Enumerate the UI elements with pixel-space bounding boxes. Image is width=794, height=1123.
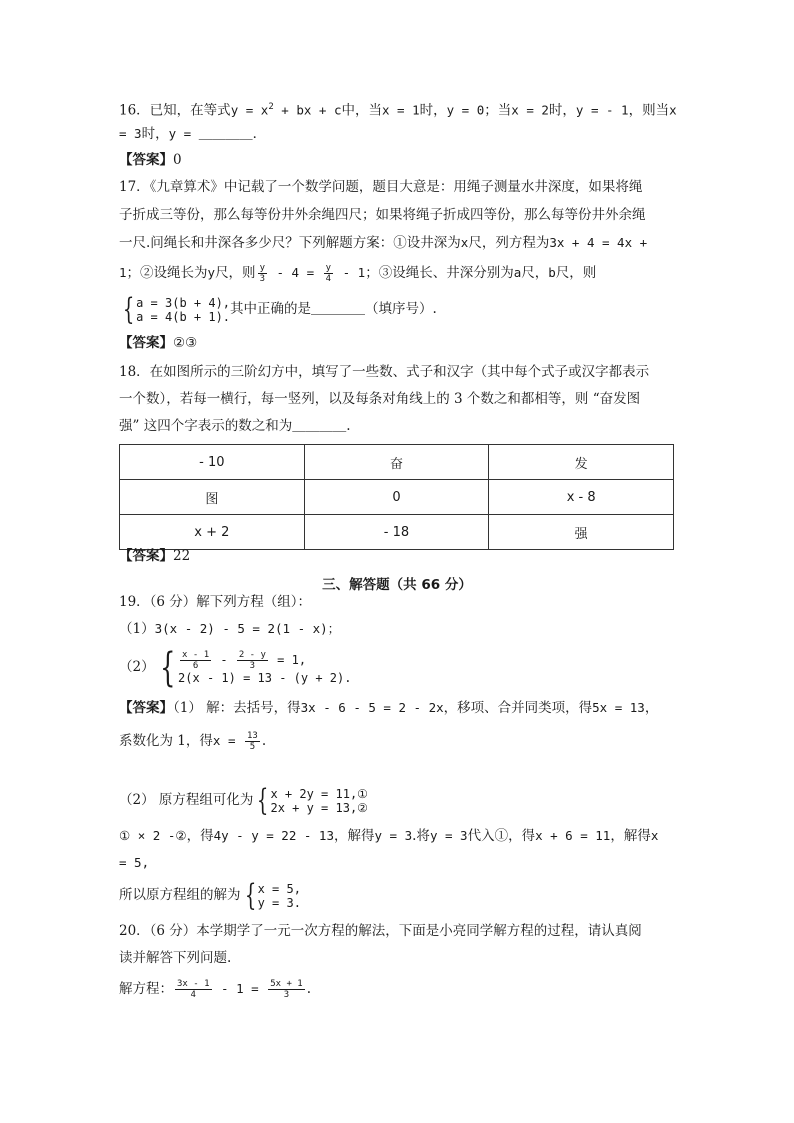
q19-answer-part2-line4: 所以原方程组的解为 { x = 5, y = 3. — [119, 877, 301, 913]
magic-square-table — [119, 444, 674, 550]
q19-part1: （1）3(x - 2) - 5 = 2(1 - x)； — [119, 621, 341, 637]
q20-line1: 20．（6 分）本学期学了一元一次方程的解法，下面是小亮同学解方程的过程，请认真阅 — [119, 923, 642, 939]
q18-line1: 18．在如图所示的三阶幻方中，填写了一些数、式子和汉字（其中每个式子或汉字都表示 — [119, 364, 650, 380]
table-cell: - 18 — [304, 515, 489, 550]
q20-line3: 解方程： $\frac{3x - 1}{4}$ - 1 = $\frac{5x + 1}{3}$ . — [119, 979, 312, 1000]
q17-line2: 子折成三等份，那么每等份井外余绳四尺；如果将绳子折成四等份，那么每等份井外余绳 — [119, 207, 646, 223]
q19-answer-line2: 系数化为 1，得x = $\frac{13}{5}$ . — [119, 731, 267, 752]
brace-icon: { — [159, 644, 175, 691]
table-cell: - 10 — [120, 445, 305, 480]
table-row — [120, 445, 674, 480]
q18-line2: 一个数），若每一横行，每一竖列，以及每条对角线上的 3 个数之和都相等，则 “奋发图 — [119, 391, 641, 407]
fraction: $\frac{5x + 1}{3}$ — [270, 979, 303, 1000]
q19-line1: 19．（6 分）解下列方程（组）： — [119, 594, 312, 610]
equation-system: { x + 2y = 11,① 2x + y = 13,② — [257, 782, 368, 818]
table-cell: x + 2 — [120, 515, 305, 550]
table-cell: 发 — [489, 445, 674, 480]
q17-line4: 1；②设绳长为y尺，则 $\frac{y}{3}$ - 4 = $\frac{y}{4}$ - 1；③设绳长、井深分别为a尺，b尺，则 — [119, 263, 597, 284]
table-cell: 0 — [304, 480, 489, 515]
brace-icon: { — [244, 877, 256, 913]
table-cell: 图 — [120, 480, 305, 515]
table-cell: x - 8 — [489, 480, 674, 515]
equation-system: { x = 5, y = 3. — [244, 877, 301, 913]
q18-line3: 强” 这四个字表示的数之和为＿＿＿＿. — [119, 418, 351, 434]
q19-part2: （2） { $\frac{x - 1}{6}$ - $\frac{2 - y}{3}$ = 1, 2(x - 1) = 13 - (y + 2). — [119, 644, 352, 691]
table-row — [120, 515, 674, 550]
table-cell: 奋 — [304, 445, 489, 480]
q17-line1: 17．《九章算术》中记载了一个数学问题，题目大意是：用绳子测量水井深度，如果将绳 — [119, 179, 643, 195]
q18-answer: 【答案】22 — [119, 548, 191, 564]
section-title: 三、解答题（共 66 分） — [322, 577, 472, 593]
equation-system: { $\frac{x - 1}{6}$ - $\frac{2 - y}{3}$ = 1, 2(x - 1) = 13 - (y + 2). — [159, 644, 352, 691]
fraction: $\frac{x - 1}{6}$ — [182, 650, 210, 671]
q19-answer-part2: （2） 原方程组可化为 { x + 2y = 11,① 2x + y = 13,② — [119, 782, 368, 818]
table-row — [120, 480, 674, 515]
q19-answer-line1: 【答案】（1） 解：去括号，得3x - 6 - 5 = 2 - 2x，移项、合并同类项，得5x = 13， — [119, 700, 659, 716]
brace-icon: { — [257, 782, 269, 818]
fraction: $\frac{y}{4}$ — [325, 263, 332, 284]
q20-line2: 读并解答下列问题. — [119, 950, 232, 966]
brace-icon: { — [122, 291, 135, 327]
q16-answer: 【答案】0 — [119, 152, 182, 168]
fraction: $\frac{2 - y}{3}$ — [238, 650, 266, 671]
q19-answer-part2-line3: = 5, — [119, 855, 150, 870]
equation-system: { a = 3(b + 4), a = 4(b + 1). — [122, 291, 231, 327]
q16-line1: 16．已知，在等式$y = x^2$ + bx + c中，当x = 1时，y = 0；当x = 2时，y = - 1，则当x — [119, 102, 677, 119]
q17-line5: { a = 3(b + 4), a = 4(b + 1). 其中正确的是＿＿＿＿（填序号）. — [119, 294, 437, 325]
q16-line2: = 3时，y = ＿＿＿＿． — [119, 126, 267, 142]
fraction: $\frac{13}{5}$ — [247, 731, 258, 752]
fraction: $\frac{y}{3}$ — [259, 263, 265, 284]
fraction: $\frac{3x - 1}{4}$ — [177, 979, 210, 1000]
q17-line3: 一尺.问绳长和井深各多少尺？下列解题方案：①设井深为x尺，列方程为3x + 4 = 4x + — [119, 235, 648, 251]
table-cell: 强 — [489, 515, 674, 550]
q19-answer-part2-line2: ① × 2 -②，得4y - y = 22 - 13，解得y = 3.将y = 3代入①，得x + 6 = 11，解得x — [119, 828, 659, 844]
q17-answer: 【答案】②③ — [119, 335, 198, 351]
